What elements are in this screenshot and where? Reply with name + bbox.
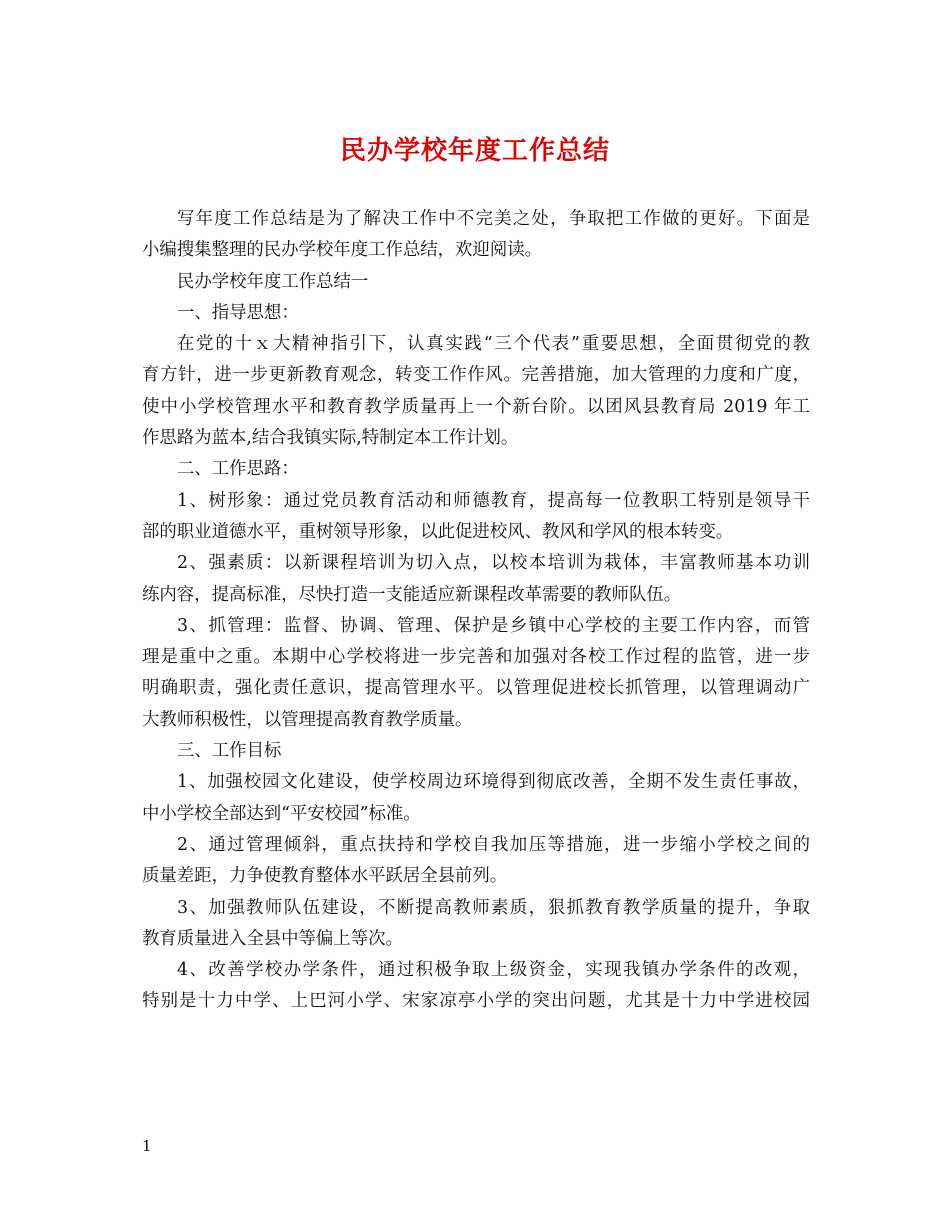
paragraph-line: 二、工作思路： <box>177 459 299 480</box>
paragraph-line: 中小学校全部达到“平安校园”标准。 <box>142 803 421 824</box>
paragraph-line: 育方针，进一步更新教育观念，转变工作作风。完善措施，加大管理的力度和广度， <box>142 365 810 386</box>
paragraph-line: 民办学校年度工作总结一 <box>177 271 369 292</box>
paragraph-line: 写年度工作总结是为了解决工作中不完美之处，争取把工作做的更好。下面是 <box>177 209 810 229</box>
paragraph-line: 使中小学校管理水平和教育教学质量再上一个新台阶。以团风县教育局 2019 年工 <box>142 396 810 417</box>
document-title: 民办学校年度工作总结 <box>339 136 610 166</box>
paragraph <box>142 454 810 485</box>
paragraph-line: 三、工作目标 <box>177 741 282 762</box>
paragraph <box>142 611 810 736</box>
paragraph <box>142 204 810 267</box>
document-body <box>142 204 810 1018</box>
paragraph <box>142 830 810 893</box>
paragraph-line: 一、指导思想： <box>177 302 299 323</box>
paragraph-line: 小编搜集整理的民办学校年度工作总结，欢迎阅读。 <box>142 240 542 261</box>
paragraph-line: 1、树形象：通过党员教育活动和师德教育，提高每一位教职工特别是领导干 <box>177 490 810 511</box>
paragraph-line: 在党的十ｘ大精神指引下，认真实践“三个代表”重要思想，全面贯彻党的教 <box>177 334 810 355</box>
paragraph-line: 大教师积极性，以管理提高教育教学质量。 <box>142 709 473 730</box>
paragraph <box>142 736 810 767</box>
paragraph-line: 1、加强校园文化建设，使学校周边环境得到彻底改善，全期不发生责任事故， <box>177 772 810 793</box>
paragraph <box>142 767 810 830</box>
paragraph-line: 部的职业道德水平，重树领导形象，以此促进校风、教风和学风的根本转变。 <box>142 521 734 542</box>
paragraph-line: 练内容，提高标准，尽快打造一支能适应新课程改革需要的教师队伍。 <box>142 584 682 605</box>
paragraph-line: 质量差距，力争使教育整体水平跃居全县前列。 <box>142 866 508 887</box>
paragraph-line: 明确职责，强化责任意识，提高管理水平。以管理促进校长抓管理，以管理调动广 <box>142 678 810 699</box>
paragraph <box>142 955 810 1018</box>
paragraph-line: 作思路为蓝本,结合我镇实际,特制定本工作计划。 <box>142 428 519 449</box>
paragraph <box>142 548 810 611</box>
paragraph-line: 3、加强教师队伍建设，不断提高教师素质，狠抓教育教学质量的提升，争取 <box>177 897 810 918</box>
paragraph <box>142 486 810 549</box>
paragraph-line: 2、强素质：以新课程培训为切入点，以校本培训为栽体，丰富教师基本功训 <box>177 553 810 574</box>
page-number: 1 <box>142 1137 152 1155</box>
paragraph-line: 3、抓管理：监督、协调、管理、保护是乡镇中心学校的主要工作内容，而管 <box>177 615 810 636</box>
paragraph-line: 4、改善学校办学条件，通过积极争取上级资金，实现我镇办学条件的改观， <box>177 960 810 981</box>
paragraph <box>142 298 810 329</box>
paragraph <box>142 329 810 454</box>
paragraph-line: 教育质量进入全县中等偏上等次。 <box>142 928 403 949</box>
paragraph-line: 理是重中之重。本期中心学校将进一步完善和加强对各校工作过程的监管，进一步 <box>142 647 810 668</box>
paragraph <box>142 267 810 298</box>
paragraph <box>142 893 810 956</box>
paragraph-line: 2、通过管理倾斜，重点扶持和学校自我加压等措施，进一步缩小学校之间的 <box>177 834 810 855</box>
paragraph-line: 特别是十力中学、上巴河小学、宋家凉亭小学的突出问题，尤其是十力中学进校园 <box>142 991 810 1012</box>
